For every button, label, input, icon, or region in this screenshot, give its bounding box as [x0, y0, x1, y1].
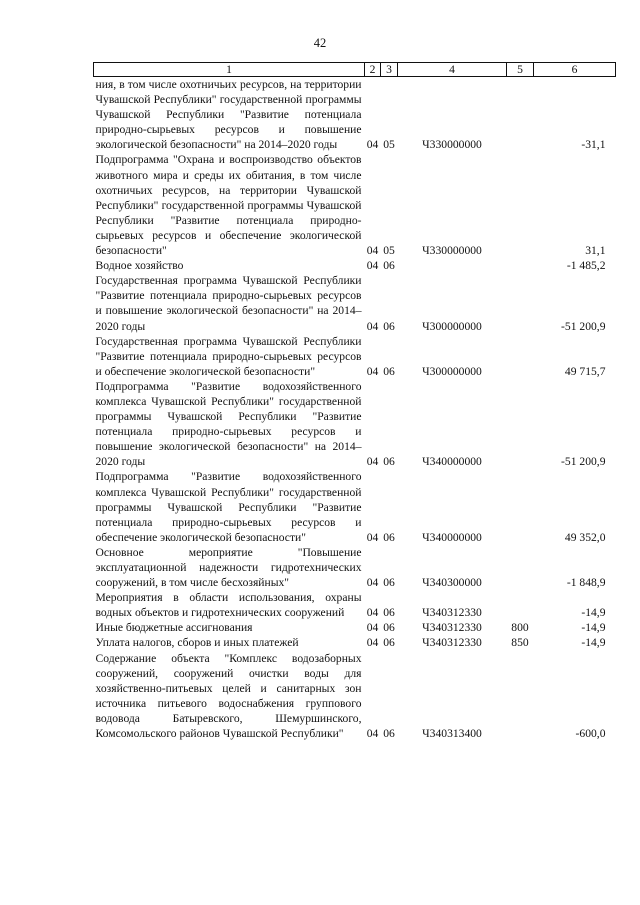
row-rz-cell: 04 [366, 138, 379, 152]
row-vr-cell [507, 258, 534, 273]
row-csr-cell [398, 258, 507, 273]
row-prz-cell: 06 [383, 455, 395, 469]
row-sum-cell: 31,1 [585, 244, 606, 258]
budget-table [93, 62, 616, 741]
row-sum-cell: 49 352,0 [564, 530, 606, 544]
row-csr-cell: Ч340312330 [422, 621, 482, 635]
table-row [94, 77, 616, 153]
page-number: 42 [313, 36, 327, 50]
row-rz-cell: 04 [366, 244, 379, 258]
table-body [94, 77, 616, 742]
row-csr-cell: Ч340312330 [422, 636, 482, 650]
row-csr-cell: Ч330000000 [422, 138, 482, 152]
row-rz-cell: 04 [366, 576, 379, 590]
row-sum-cell: -31,1 [581, 138, 606, 152]
row-vr-cell [507, 379, 534, 470]
row-rz-cell: 04 [366, 364, 379, 378]
row-csr-cell: Ч340313400 [422, 727, 482, 741]
row-vr-cell [507, 77, 534, 153]
row-csr-cell: Ч330000000 [422, 244, 482, 258]
row-prz-cell: 06 [383, 319, 395, 333]
row-sum-cell: -600,0 [575, 727, 606, 741]
row-name-cell: Водное хозяйство [95, 259, 184, 273]
row-vr-cell: 800 [511, 621, 529, 635]
row-name-cell: Государственная программа Чувашской Республики "Развитие потенциала природно-сырьевых ресурсов и обеспечение экологической безопасности" [95, 334, 362, 378]
table-row [94, 545, 616, 590]
row-rz-cell: 04 [366, 530, 379, 544]
table-row [94, 590, 616, 620]
column-header-name: 1 [94, 63, 365, 77]
row-prz-cell: 05 [383, 244, 395, 258]
table-row [94, 469, 616, 544]
row-prz-cell: 06 [383, 606, 395, 620]
row-prz-cell: 06 [383, 530, 395, 544]
row-sum-cell: -51 200,9 [561, 455, 606, 469]
column-header-vr: 5 [507, 63, 534, 77]
row-prz-cell: 06 [383, 727, 395, 741]
table-row [94, 334, 616, 379]
row-vr-cell [507, 590, 534, 620]
row-prz-cell: 06 [383, 259, 395, 273]
row-vr-cell [507, 273, 534, 333]
row-rz-cell: 04 [366, 319, 379, 333]
row-prz-cell: 06 [383, 636, 395, 650]
row-name-cell: Иные бюджетные ассигнования [95, 621, 253, 635]
row-csr-cell: Ч340312330 [422, 606, 482, 620]
row-name-cell: Основное мероприятие "Повышение эксплуатационной надежности гидротехнических сооружений, в том числе бесхозяйных" [95, 545, 362, 590]
row-sum-cell: -51 200,9 [561, 319, 606, 333]
row-prz-cell: 06 [383, 576, 395, 590]
row-vr-cell [507, 334, 534, 379]
budget-table-container [93, 62, 615, 741]
row-sum-cell: -14,9 [581, 606, 606, 620]
row-vr-cell [507, 469, 534, 544]
row-vr-cell: 850 [511, 636, 529, 650]
row-sum-cell: -14,9 [581, 636, 606, 650]
column-header-sum: 6 [534, 63, 616, 77]
row-name-cell: Подпрограмма "Развитие водохозяйственного комплекса Чувашской Республики" государственной программы Чувашской Республики "Развитие потенциала природно-сырьевых ресурсов и обеспечение экологической безопасности" [95, 470, 362, 544]
row-sum-cell: -1 848,9 [566, 576, 606, 590]
column-header-rz: 2 [365, 63, 381, 77]
row-prz-cell: 06 [383, 621, 395, 635]
row-rz-cell: 04 [366, 636, 379, 650]
table-row [94, 635, 616, 650]
table-row [94, 379, 616, 470]
row-name-cell: Подпрограмма "Охрана и воспроизводство объектов животного мира и среды их обитания, в том числе охотничьих ресурсов, на территории Чувашской Республики" государственной программы Чувашской Республики "Развитие потенциала природно-сырьевых ресурсов и обеспечение экологической безопасности" [95, 153, 362, 258]
row-prz-cell: 06 [383, 364, 395, 378]
row-sum-cell: -14,9 [581, 621, 606, 635]
row-vr-cell [507, 152, 534, 258]
row-name-cell: Мероприятия в области использования, охраны водных объектов и гидротехнических сооружений [95, 591, 362, 620]
row-prz-cell: 05 [383, 138, 395, 152]
row-name-cell: Уплата налогов, сборов и иных платежей [95, 636, 299, 650]
row-csr-cell: Ч340300000 [422, 576, 482, 590]
row-sum-cell: -1 485,2 [566, 259, 606, 273]
row-csr-cell: Ч340000000 [422, 530, 482, 544]
row-csr-cell: Ч300000000 [422, 319, 482, 333]
table-row [94, 152, 616, 258]
row-rz-cell: 04 [366, 727, 379, 741]
row-csr-cell: Ч340000000 [422, 455, 482, 469]
row-csr-cell: Ч300000000 [422, 364, 482, 378]
row-name-cell: Содержание объекта "Комплекс водозаборных сооружений, сооружений очистки воды для хозяйственно-питьевых целей и санитарных зон источника питьевого водоснабжения группового водовода Батыревского, Шемуршинского, Комсомольского районов Чувашской Республики" [95, 651, 362, 741]
table-row [94, 651, 616, 742]
row-vr-cell [507, 545, 534, 590]
row-vr-cell [507, 651, 534, 742]
row-name-cell: ния, в том числе охотничьих ресурсов, на территории Чувашской Республики" государственной программы Чувашской Республики "Развитие потенциала природно-сырьевых ресурсов и повышение экологической безопасности" на 2014–2020 годы [95, 78, 362, 152]
row-rz-cell: 04 [366, 606, 379, 620]
row-name-cell: Государственная программа Чувашской Республики "Развитие потенциала природно-сырьевых ресурсов и повышение экологической безопасности" на 2014–2020 годы [95, 274, 362, 333]
row-name-cell: Подпрограмма "Развитие водохозяйственного комплекса Чувашской Республики" государственной программы Чувашской Республики "Развитие потенциала природно-сырьевых ресурсов и повышение экологической безопасности" на 2014–2020 годы [95, 379, 362, 469]
table-row [94, 620, 616, 635]
row-rz-cell: 04 [366, 455, 379, 469]
column-header-prz: 3 [381, 63, 398, 77]
column-header-csr: 4 [398, 63, 507, 77]
table-row [94, 273, 616, 333]
table-header-row [94, 63, 616, 77]
table-row [94, 258, 616, 273]
row-sum-cell: 49 715,7 [564, 364, 606, 378]
row-rz-cell: 04 [366, 621, 379, 635]
table-header [94, 63, 616, 77]
row-rz-cell: 04 [366, 259, 379, 273]
